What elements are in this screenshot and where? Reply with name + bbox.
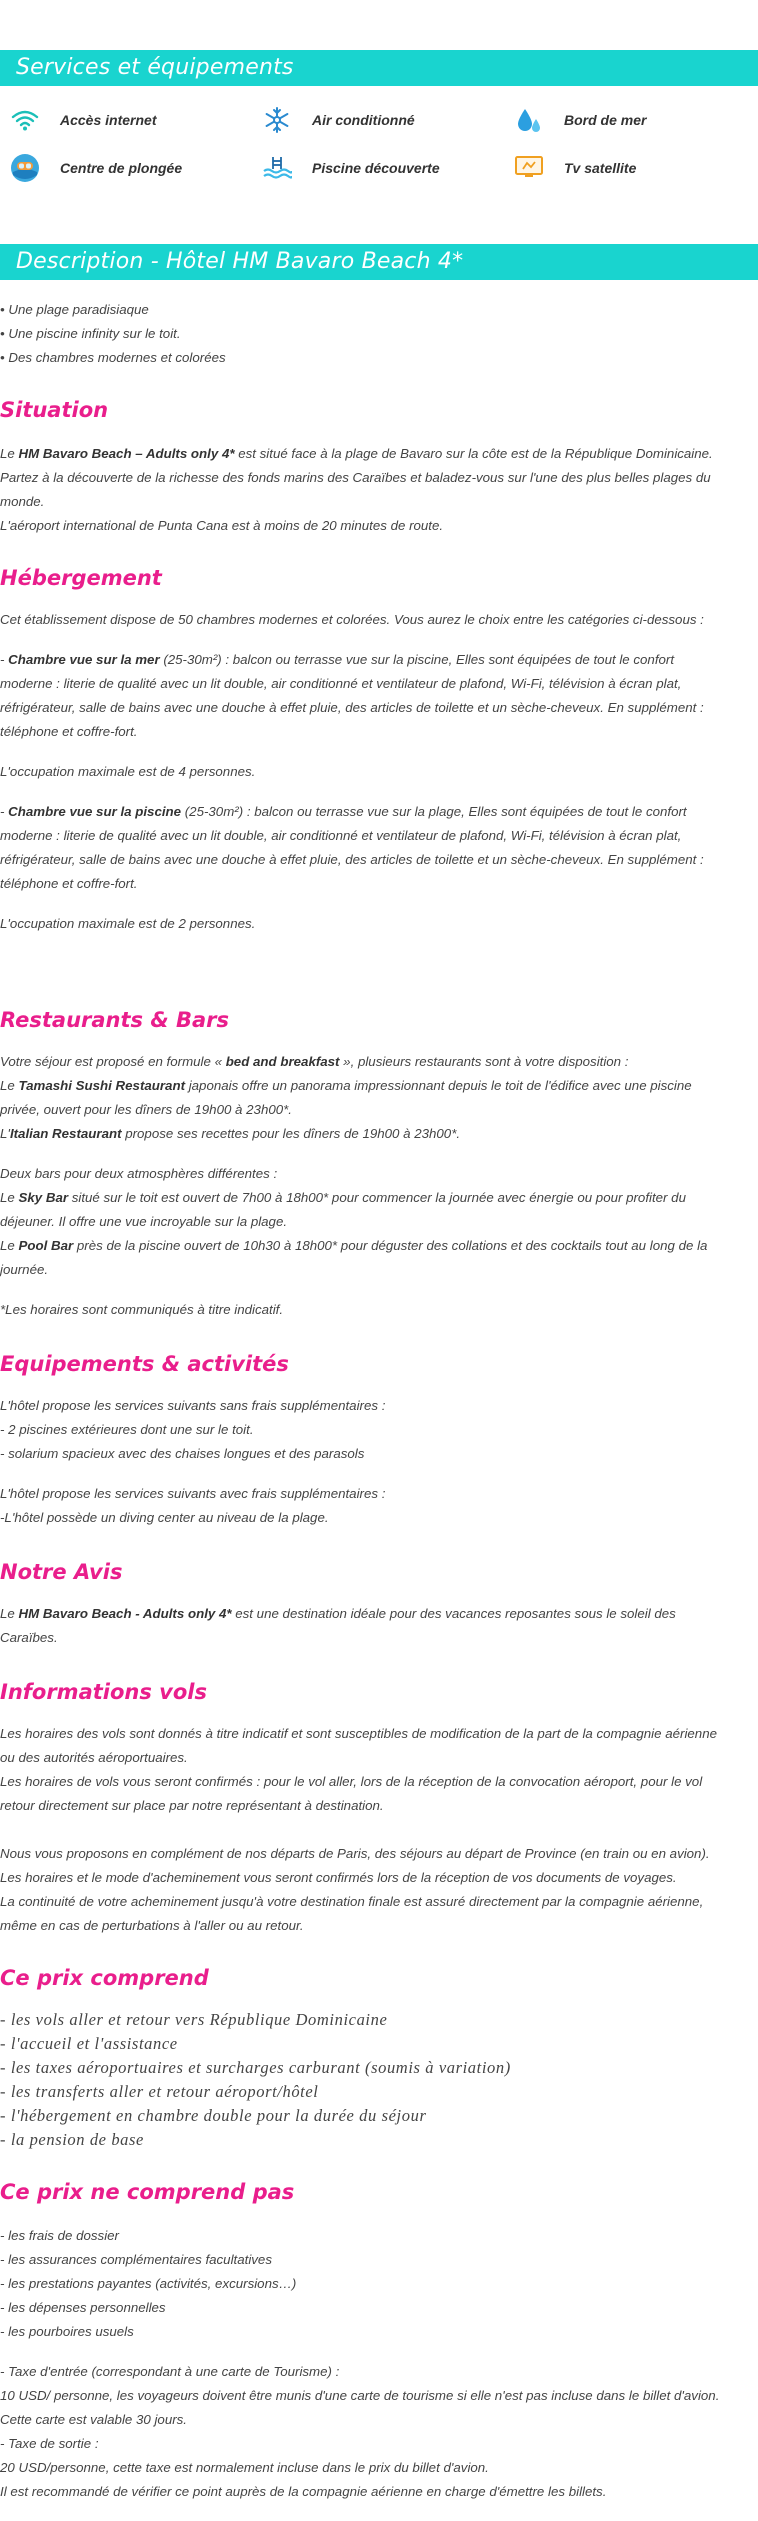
service-item-pool [260, 152, 440, 184]
equipements-text: L'hôtel propose les services suivants sans frais supplémentaires : - 2 piscines extérieures dont une sur le toit. - solarium spacieux avec des chaises longues et des parasols L'hôtel propose les services suivants avec frais supplémentaires : -L'hôtel possède un diving center au niveau de la plage. [0, 1398, 386, 1525]
prix-ne-comprend-list [0, 2224, 758, 2504]
service-item-tv [512, 152, 636, 184]
tax-line: - Taxe d'entrée (correspondant à une carte de Tourisme) : [0, 2364, 340, 2379]
prix-ne-comprend-title: Ce prix ne comprend pas [0, 2180, 295, 2204]
description-bullets [0, 298, 758, 370]
prix-comprend-title: Ce prix comprend [0, 1966, 209, 1990]
service-item-internet [8, 104, 156, 136]
snowflake-icon [260, 104, 294, 136]
room-name: Chambre vue sur la piscine [8, 804, 182, 819]
diving-icon [8, 152, 42, 184]
service-item-diving [8, 152, 182, 184]
service-label: Accès internet [60, 112, 157, 128]
service-item-aircon [260, 104, 415, 136]
services-grid [0, 104, 758, 184]
situation-title: Situation [0, 398, 109, 422]
service-label: Bord de mer [564, 112, 647, 128]
list-item: - les vols aller et retour vers République Dominicaine [0, 2010, 388, 2029]
bullet-item: • Une piscine infinity sur le toit. [0, 326, 181, 341]
tax-line: Cette carte est valable 30 jours. [0, 2412, 187, 2427]
service-item-seaside [512, 104, 646, 136]
restaurant-name: Italian Restaurant [9, 1126, 122, 1141]
list-item: - les taxes aéroportuaires et surcharges carburant (soumis à variation) [0, 2058, 511, 2077]
tax-line: 10 USD/ personne, les voyageurs doivent être munis d'une carte de tourisme si elle n'est pas incluse dans le billet d'avion. [0, 2388, 720, 2403]
list-item: - l'hébergement en chambre double pour la durée du séjour [0, 2106, 427, 2125]
service-label: Air conditionné [312, 112, 415, 128]
wifi-icon [8, 104, 42, 136]
list-item: - les dépenses personnelles [0, 2300, 166, 2315]
service-label: Centre de plongée [60, 160, 183, 176]
bar-name: Sky Bar [18, 1190, 69, 1205]
vols-title: Informations vols [0, 1680, 207, 1704]
situation-text: Le HM Bavaro Beach – Adults only 4* est situé face à la plage de Bavaro sur la côte est de la République Dominicaine. Partez à la découverte de la richesse des fonds marins des Caraïbes et baladez-vous sur l'une des plus belles plages du monde. L'aéroport international de Punta Cana est à moins de 20 minutes de route. [0, 446, 713, 533]
list-item: - la pension de base [0, 2130, 144, 2149]
services-title: Services et équipements [0, 50, 758, 86]
list-item: - les pourboires usuels [0, 2324, 134, 2339]
service-label: Tv satellite [564, 160, 637, 176]
description-title: Description - Hôtel HM Bavaro Beach 4* [0, 244, 758, 280]
list-item: - les frais de dossier [0, 2228, 119, 2243]
tax-line: Il est recommandé de vérifier ce point auprès de la compagnie aérienne en charge d'émettre les billets. [0, 2484, 607, 2499]
list-item: - l'accueil et l'assistance [0, 2034, 178, 2053]
restaurants-text: Votre séjour est proposé en formule « bed and breakfast », plusieurs restaurants sont à votre disposition : Le Tamashi Sushi Restaurant japonais offre un panorama impressionnant depuis le toit de l'édifice avec une piscine privée, ouvert pour les dîners de 19h00 à 23h00*. L'Italian Restaurant propose ses recettes pour les dîners de 19h00 à 23h00*. Deux bars pour deux atmosphères différentes : Le Sky Bar situé sur le toit est ouvert de 7h00 à 18h00* pour commencer la journée avec énergie ou pour profiter du déjeuner. Il offre une vue incroyable sur la plage. Le Pool Bar près de la piscine ouvert de 10h30 à 18h00* pour déguster des collations et des cocktails tout au long de la journée. *Les horaires sont communiqués à titre indicatif. [0, 1054, 708, 1317]
hebergement-text: Cet établissement dispose de 50 chambres modernes et colorées. Vous aurez le choix entre les catégories ci-dessous : - Chambre vue sur la mer (25-30m²) : balcon ou terrasse vue sur la piscine, Elles sont équipées de tout le confort moderne : literie de qualité avec un lit double, air conditionné et ventilateur de plafond, Wi-Fi, télévision à écran plat, réfrigérateur, salle de bains avec une douche à effet pluie, des articles de toilette et un sèche-cheveux. En supplément : téléphone et coffre-fort. L'occupation maximale est de 4 personnes. - Chambre vue sur la piscine (25-30m²) : balcon ou terrasse vue sur la plage, Elles sont équipées de tout le confort moderne : literie de qualité avec un lit double, air conditionné et ventilateur de plafond, Wi-Fi, télévision à écran plat, réfrigérateur, salle de bains avec une douche à effet pluie, des articles de toilette et un sèche-cheveux. En supplément : téléphone et coffre-fort. L'occupation maximale est de 2 personnes. [0, 612, 704, 931]
bullet-item: • Une plage paradisiaque [0, 302, 149, 317]
equipements-title: Equipements & activités [0, 1352, 289, 1376]
bullet-item: • Des chambres modernes et colorées [0, 350, 226, 365]
vols-text: Les horaires des vols sont donnés à titre indicatif et sont susceptibles de modification de la part de la compagnie aérienne ou des autorités aéroportuaires. Les horaires de vols vous seront confirmés : pour le vol aller, lors de la réception de la convocation aéroport, pour le vol retour directement sur place par notre représentant à destination. Nous vous proposons en complément de nos départs de Paris, des séjours au départ de Province (en train ou en avion). Les horaires et le mode d'acheminement vous seront confirmés lors de la réception de vos documents de voyages. La continuité de votre acheminement jusqu'à votre destination finale est assuré directement par la compagnie aérienne, même en cas de perturbations à l'aller ou au retour. [0, 1726, 717, 1933]
list-item: - les assurances complémentaires facultatives [0, 2252, 272, 2267]
bar-name: Pool Bar [18, 1238, 74, 1253]
hotel-name: HM Bavaro Beach – Adults only 4* [18, 446, 235, 461]
restaurants-title: Restaurants & Bars [0, 1008, 230, 1032]
service-label: Piscine découverte [312, 160, 440, 176]
tax-line: 20 USD/personne, cette taxe est normalement incluse dans le prix du billet d'avion. [0, 2460, 489, 2475]
tv-icon [512, 152, 546, 184]
prix-comprend-list [0, 2008, 758, 2152]
avis-title: Notre Avis [0, 1560, 123, 1584]
hotel-name: HM Bavaro Beach - Adults only 4* [18, 1606, 232, 1621]
pool-icon [260, 152, 294, 184]
restaurant-name: Tamashi Sushi Restaurant [18, 1078, 186, 1093]
list-item: - les prestations payantes (activités, excursions…) [0, 2276, 297, 2291]
avis-text: Le HM Bavaro Beach - Adults only 4* est une destination idéale pour des vacances reposantes sous le soleil des Caraïbes. [0, 1606, 676, 1645]
room-name: Chambre vue sur la mer [8, 652, 160, 667]
hebergement-title: Hébergement [0, 566, 162, 590]
tax-line: - Taxe de sortie : [0, 2436, 99, 2451]
list-item: - les transferts aller et retour aéroport/hôtel [0, 2082, 319, 2101]
water-drops-icon [512, 104, 546, 136]
